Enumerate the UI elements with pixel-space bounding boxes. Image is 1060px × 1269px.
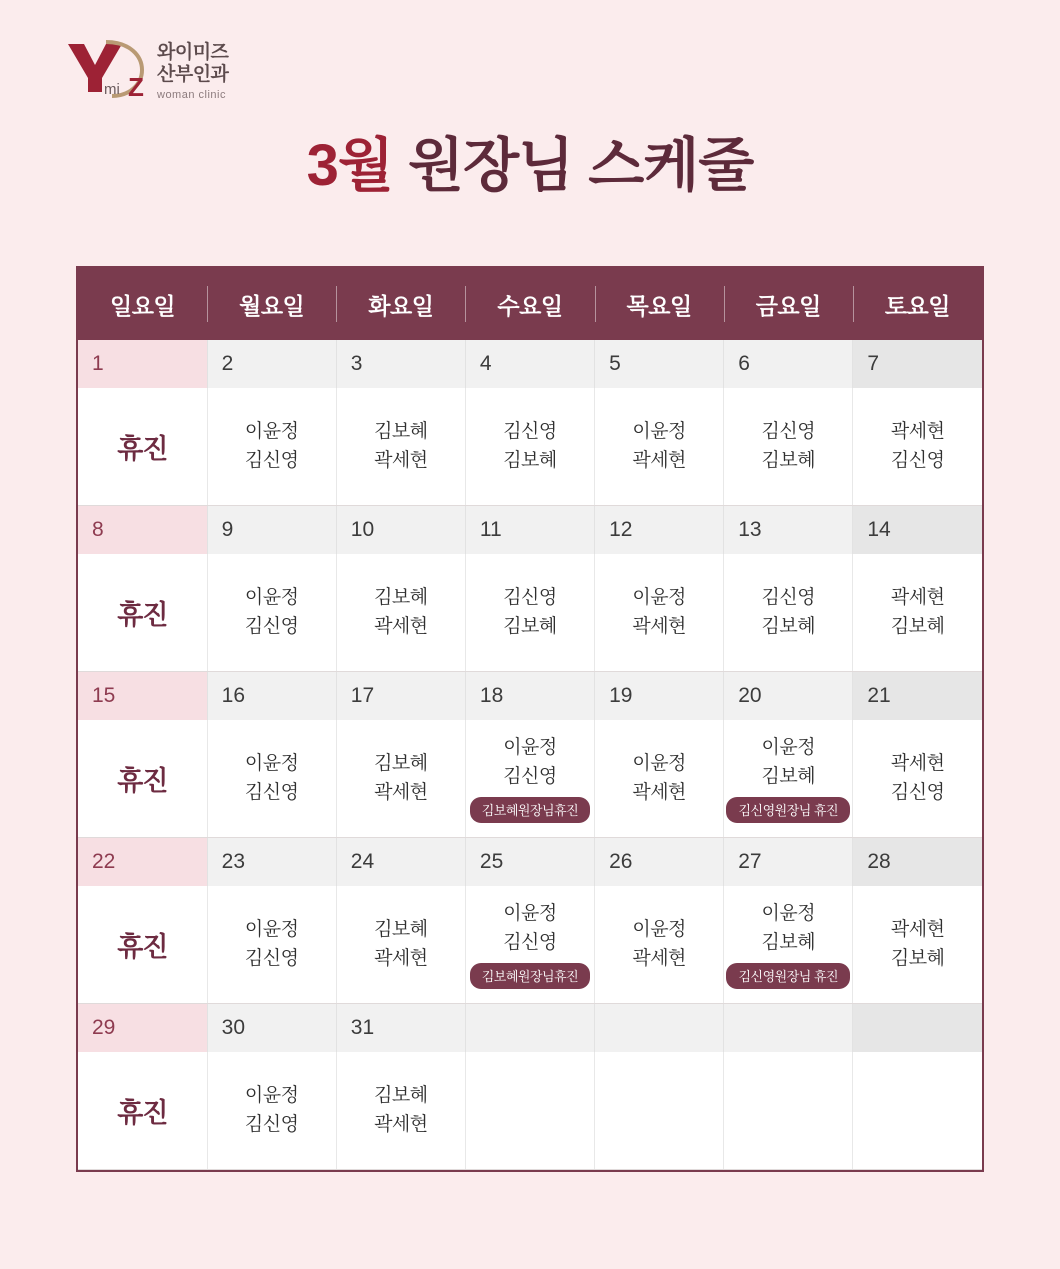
- doctor-names: [724, 900, 852, 957]
- title-month: 3월: [306, 133, 393, 198]
- week-date-row: [78, 506, 982, 555]
- schedule-cell: [78, 554, 207, 672]
- date-cell: 10: [336, 506, 465, 555]
- schedule-cell: [207, 720, 336, 838]
- date-cell: 18: [465, 672, 594, 721]
- doctor-name: 이윤정: [244, 753, 299, 774]
- schedule-cell: [465, 388, 594, 506]
- weekday-header-4: 목요일: [595, 268, 724, 340]
- doctor-name: 김보혜: [503, 449, 557, 471]
- doctor-name: 김보혜: [374, 919, 428, 940]
- date-cell: 19: [595, 672, 724, 721]
- schedule-cell: [595, 720, 724, 838]
- page-title: [0, 118, 1060, 202]
- doctor-absence-badge: 김보혜원장님휴진: [470, 797, 590, 823]
- date-cell: 16: [207, 672, 336, 721]
- schedule-cell: [336, 388, 465, 506]
- date-cell: 7: [853, 340, 982, 388]
- date-cell: 4: [465, 340, 594, 388]
- weekday-header-1: 월요일: [207, 268, 336, 340]
- doctor-name: 김신영: [244, 947, 299, 969]
- week-date-row: [78, 838, 982, 887]
- date-cell: [465, 1004, 594, 1053]
- date-cell: 5: [595, 340, 724, 388]
- doctor-name: 김보혜: [374, 753, 428, 774]
- date-cell: 31: [336, 1004, 465, 1053]
- schedule-calendar: [76, 266, 984, 1172]
- doctor-absence-badge: 김보혜원장님휴진: [470, 963, 590, 989]
- date-cell: 1: [78, 340, 207, 388]
- doctor-names: [724, 584, 852, 641]
- date-cell: [724, 1004, 853, 1053]
- doctor-names: [466, 734, 594, 791]
- doctor-name: 곽세현: [890, 753, 945, 774]
- date-cell: 15: [78, 672, 207, 721]
- doctor-name: 이윤정: [761, 737, 816, 758]
- schedule-cell: [336, 1052, 465, 1170]
- date-cell: 11: [465, 506, 594, 555]
- logo-line-3: woman clinic: [157, 88, 226, 101]
- schedule-cell: [465, 720, 594, 838]
- doctor-name: 곽세현: [374, 449, 428, 471]
- doctor-names: [724, 734, 852, 791]
- logo-line-1: 와이미즈: [157, 42, 229, 63]
- schedule-cell: [853, 388, 982, 506]
- schedule-cell: [595, 1052, 724, 1170]
- closed-label: 휴진: [117, 600, 168, 630]
- date-cell: 30: [207, 1004, 336, 1053]
- schedule-cell: [207, 1052, 336, 1170]
- brand-logo: [62, 38, 292, 104]
- date-cell: 29: [78, 1004, 207, 1053]
- doctor-name: 이윤정: [244, 1085, 299, 1106]
- doctor-name: 김신영: [503, 421, 557, 442]
- doctor-names: [853, 584, 982, 641]
- schedule-cell: [207, 554, 336, 672]
- doctor-names: [853, 916, 982, 973]
- doctor-name: 김보혜: [503, 615, 557, 637]
- week-date-row: [78, 672, 982, 721]
- schedule-cell: [78, 720, 207, 838]
- week-body-row: [78, 1052, 982, 1170]
- date-cell: 14: [853, 506, 982, 555]
- doctor-name: 김신영: [244, 1113, 299, 1135]
- date-cell: 17: [336, 672, 465, 721]
- doctor-name: 김신영: [503, 931, 557, 953]
- date-cell: 3: [336, 340, 465, 388]
- doctor-name: 김신영: [503, 587, 557, 608]
- schedule-cell: [724, 554, 853, 672]
- doctor-names: [466, 584, 594, 641]
- weekday-header-3: 수요일: [465, 268, 594, 340]
- doctor-name: 이윤정: [761, 903, 816, 924]
- date-cell: 13: [724, 506, 853, 555]
- date-cell: 28: [853, 838, 982, 887]
- date-cell: 9: [207, 506, 336, 555]
- schedule-cell: [465, 554, 594, 672]
- doctor-names: [337, 916, 465, 973]
- ymiz-logo-icon: [62, 38, 152, 100]
- logo-line-2: 산부인과: [157, 64, 229, 86]
- date-cell: 22: [78, 838, 207, 887]
- doctor-name: 김보혜: [761, 449, 816, 471]
- doctor-names: [337, 750, 465, 807]
- schedule-cell: [724, 388, 853, 506]
- date-cell: 6: [724, 340, 853, 388]
- doctor-name: 김신영: [244, 781, 299, 803]
- closed-label: 휴진: [117, 766, 168, 796]
- doctor-names: [208, 1082, 336, 1139]
- doctor-name: 곽세현: [374, 947, 428, 969]
- date-cell: 8: [78, 506, 207, 555]
- doctor-names: [337, 584, 465, 641]
- doctor-names: [208, 750, 336, 807]
- doctor-names: [595, 584, 723, 641]
- schedule-cell: [853, 554, 982, 672]
- date-cell: [853, 1004, 982, 1053]
- schedule-cell: [724, 720, 853, 838]
- date-cell: 23: [207, 838, 336, 887]
- doctor-names: [208, 418, 336, 475]
- schedule-cell: [595, 554, 724, 672]
- date-cell: 26: [595, 838, 724, 887]
- date-cell: 12: [595, 506, 724, 555]
- doctor-names: [724, 418, 852, 475]
- weekday-header-2: 화요일: [336, 268, 465, 340]
- doctor-name: 곽세현: [374, 781, 428, 803]
- doctor-names: [466, 900, 594, 957]
- doctor-name: 곽세현: [632, 781, 686, 803]
- schedule-cell: [465, 1052, 594, 1170]
- date-cell: 27: [724, 838, 853, 887]
- date-cell: 24: [336, 838, 465, 887]
- doctor-name: 이윤정: [632, 753, 686, 774]
- doctor-name: 이윤정: [632, 587, 686, 608]
- week-body-row: [78, 554, 982, 672]
- doctor-names: [853, 750, 982, 807]
- doctor-name: 김신영: [244, 615, 299, 637]
- doctor-name: 곽세현: [890, 919, 945, 940]
- doctor-name: 김보혜: [761, 615, 816, 637]
- week-date-row: [78, 340, 982, 388]
- week-body-row: [78, 720, 982, 838]
- doctor-name: 김보혜: [890, 947, 945, 969]
- schedule-cell: [853, 886, 982, 1004]
- doctor-name: 이윤정: [244, 587, 299, 608]
- closed-label: 휴진: [117, 434, 168, 464]
- doctor-name: 이윤정: [503, 903, 557, 924]
- calendar-header-row: [78, 268, 982, 340]
- date-cell: 21: [853, 672, 982, 721]
- schedule-cell: [336, 720, 465, 838]
- date-cell: [595, 1004, 724, 1053]
- doctor-names: [337, 418, 465, 475]
- schedule-cell: [207, 886, 336, 1004]
- schedule-cell: [336, 886, 465, 1004]
- doctor-name: 김신영: [761, 587, 816, 608]
- doctor-names: [853, 418, 982, 475]
- doctor-name: 곽세현: [890, 421, 945, 442]
- schedule-cell: [78, 1052, 207, 1170]
- doctor-names: [208, 916, 336, 973]
- doctor-name: 김보혜: [761, 931, 816, 953]
- doctor-name: 김보혜: [374, 1085, 428, 1106]
- doctor-name: 곽세현: [632, 449, 686, 471]
- doctor-name: 이윤정: [632, 421, 686, 442]
- svg-text:Z: Z: [128, 72, 144, 100]
- date-cell: 20: [724, 672, 853, 721]
- doctor-name: 곽세현: [632, 615, 686, 637]
- calendar-table: [78, 268, 982, 1170]
- closed-label: 휴진: [117, 1098, 168, 1128]
- week-body-row: [78, 886, 982, 1004]
- doctor-name: 이윤정: [503, 737, 557, 758]
- doctor-name: 이윤정: [244, 919, 299, 940]
- schedule-cell: [595, 388, 724, 506]
- doctor-name: 김보혜: [761, 765, 816, 787]
- doctor-name: 이윤정: [244, 421, 299, 442]
- schedule-cell: [465, 886, 594, 1004]
- date-cell: 25: [465, 838, 594, 887]
- date-cell: 2: [207, 340, 336, 388]
- closed-label: 휴진: [117, 932, 168, 962]
- weekday-header-6: 토요일: [853, 268, 982, 340]
- doctor-names: [337, 1082, 465, 1139]
- doctor-names: [208, 584, 336, 641]
- schedule-cell: [724, 1052, 853, 1170]
- svg-text:mi: mi: [104, 81, 120, 98]
- doctor-name: 김신영: [890, 449, 945, 471]
- doctor-absence-badge: 김신영원장님 휴진: [726, 797, 850, 823]
- doctor-name: 김신영: [503, 765, 557, 787]
- doctor-names: [595, 916, 723, 973]
- schedule-cell: [853, 1052, 982, 1170]
- doctor-names: [595, 418, 723, 475]
- doctor-name: 이윤정: [632, 919, 686, 940]
- doctor-name: 곽세현: [632, 947, 686, 969]
- schedule-cell: [336, 554, 465, 672]
- schedule-cell: [724, 886, 853, 1004]
- schedule-cell: [78, 388, 207, 506]
- weekday-header-5: 금요일: [724, 268, 853, 340]
- schedule-cell: [78, 886, 207, 1004]
- doctor-name: 김신영: [244, 449, 299, 471]
- schedule-cell: [207, 388, 336, 506]
- week-body-row: [78, 388, 982, 506]
- doctor-name: 김보혜: [374, 421, 428, 442]
- doctor-name: 곽세현: [890, 587, 945, 608]
- doctor-names: [466, 418, 594, 475]
- schedule-cell: [853, 720, 982, 838]
- doctor-name: 김신영: [761, 421, 816, 442]
- week-date-row: [78, 1004, 982, 1053]
- schedule-cell: [595, 886, 724, 1004]
- doctor-name: 곽세현: [374, 1113, 428, 1135]
- doctor-absence-badge: 김신영원장님 휴진: [726, 963, 850, 989]
- doctor-name: 김보혜: [374, 587, 428, 608]
- doctor-name: 김신영: [890, 781, 945, 803]
- doctor-name: 곽세현: [374, 615, 428, 637]
- weekday-header-0: 일요일: [78, 268, 207, 340]
- doctor-names: [595, 750, 723, 807]
- title-rest: 원장님 스케줄: [392, 133, 754, 198]
- doctor-name: 김보혜: [890, 615, 945, 637]
